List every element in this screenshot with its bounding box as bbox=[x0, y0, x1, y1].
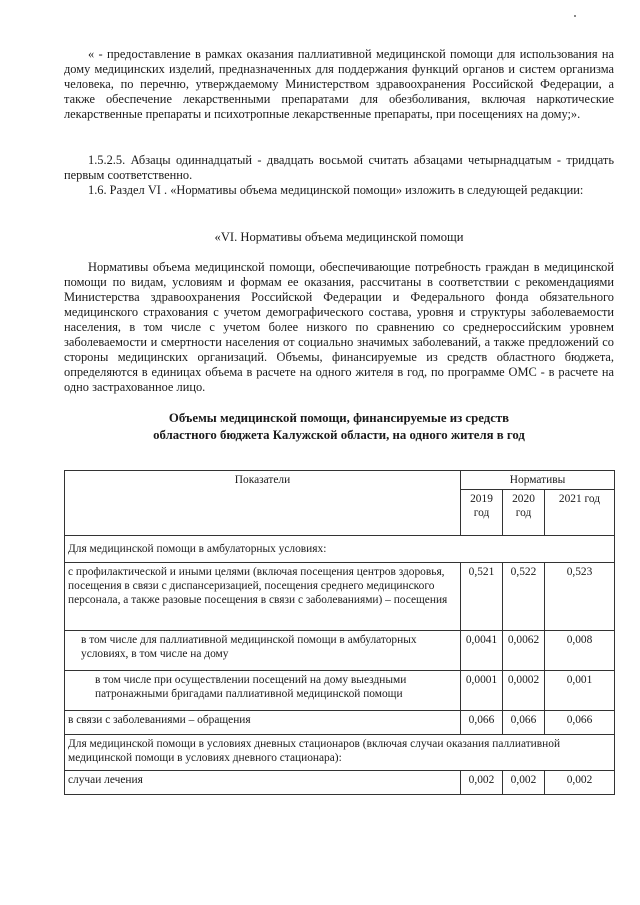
section-heading: «VI. Нормативы объема медицинской помощи bbox=[214, 230, 464, 244]
row-palliative-2019: 0,0041 bbox=[461, 631, 503, 671]
norms-table bbox=[64, 470, 615, 795]
paragraph-palliative-devices: « - предоставление в рамках оказания паллиативной медицинской помощи для использования на дому медицинских изделий, предназначенных для поддержания функций органов и систем организма человека, по перечню, утверждаемому Министерством здравоохранения Российской Федерации, а также обеспечение лекарственными препаратами для обезболивания, включая наркотические лекарственные препараты и психотропные лекарственные препараты, при посещениях на дому;». bbox=[64, 47, 614, 121]
row-palliative-2020: 0,0062 bbox=[503, 631, 545, 671]
row-home-visits-2020: 0,0002 bbox=[503, 671, 545, 711]
paragraph-1-5-2-5: 1.5.2.5. Абзацы одиннадцатый - двадцать восьмой считать абзацами четырнадцатым - тридцать первым соответственно. bbox=[64, 153, 614, 182]
row-treatment-cases-2020: 0,002 bbox=[503, 771, 545, 795]
section-ambulatory: Для медицинской помощи в амбулаторных условиях: bbox=[65, 536, 615, 563]
row-label-palliative: в том числе для паллиативной медицинской помощи в амбулаторных условиях, в том числе на дому bbox=[65, 631, 461, 671]
header-2020: 2020 год bbox=[503, 490, 545, 536]
row-disease-visits-2019: 0,066 bbox=[461, 711, 503, 735]
table-title-line2: областного бюджета Калужской области, на одного жителя в год bbox=[153, 428, 525, 442]
row-prophylactic-2021: 0,523 bbox=[545, 563, 615, 631]
scan-speck bbox=[574, 15, 576, 17]
table-title-line1: Объемы медицинской помощи, финансируемые из средств bbox=[168, 411, 510, 425]
section-day-hospital: Для медицинской помощи в условиях дневных стационаров (включая случаи оказания паллиативной медицинской помощи в условиях дневного стационара): bbox=[65, 735, 615, 771]
header-norms: Нормативы bbox=[461, 471, 615, 490]
row-palliative-2021: 0,008 bbox=[545, 631, 615, 671]
paragraph-1-6: 1.6. Раздел VI . «Нормативы объема медицинской помощи» изложить в следующей редакции: bbox=[88, 183, 584, 197]
header-indicators: Показатели bbox=[65, 471, 461, 536]
row-treatment-cases-2019: 0,002 bbox=[461, 771, 503, 795]
row-treatment-cases-2021: 0,002 bbox=[545, 771, 615, 795]
row-home-visits-2019: 0,0001 bbox=[461, 671, 503, 711]
row-label-home-visits: в том числе при осуществлении посещений на дому выездными патронажными бригадами паллиативной медицинской помощи bbox=[65, 671, 461, 711]
row-prophylactic-2019: 0,521 bbox=[461, 563, 503, 631]
row-prophylactic-2020: 0,522 bbox=[503, 563, 545, 631]
row-label-prophylactic: с профилактической и иными целями (включая посещения центров здоровья, посещения в связи с диспансеризацией, посещения среднего медицинского персонала, а также разовые посещения в связи с заболеваниями) – посещения bbox=[65, 563, 461, 631]
header-2021: 2021 год bbox=[545, 490, 615, 536]
row-home-visits-2021: 0,001 bbox=[545, 671, 615, 711]
row-disease-visits-2020: 0,066 bbox=[503, 711, 545, 735]
row-label-treatment-cases: случаи лечения bbox=[65, 771, 461, 795]
header-2019: 2019 год bbox=[461, 490, 503, 536]
row-disease-visits-2021: 0,066 bbox=[545, 711, 615, 735]
row-label-disease-visits: в связи с заболеваниями – обращения bbox=[65, 711, 461, 735]
paragraph-norms-intro: Нормативы объема медицинской помощи, обеспечивающие потребность граждан в медицинской помощи по видам, условиям и формам ее оказания, рассчитаны в соответствии с рекомендациями Министерства здравоохранения Российской Федерации и Федерального фонда обязательного медицинского страхования с учетом демографического состава, уровня и структуры заболеваемости населения, в том числе с учетом более низкого по сравнению со среднероссийским уровнем заболеваемости и смертности населения от социально значимых заболеваний, а также предложений со стороны медицинских организаций. Объемы, финансируемые из средств областного бюджета, определяются в единицах объема в расчете на одного жителя в год, по программе ОМС - в расчете на одно застрахованное лицо. bbox=[64, 260, 614, 394]
